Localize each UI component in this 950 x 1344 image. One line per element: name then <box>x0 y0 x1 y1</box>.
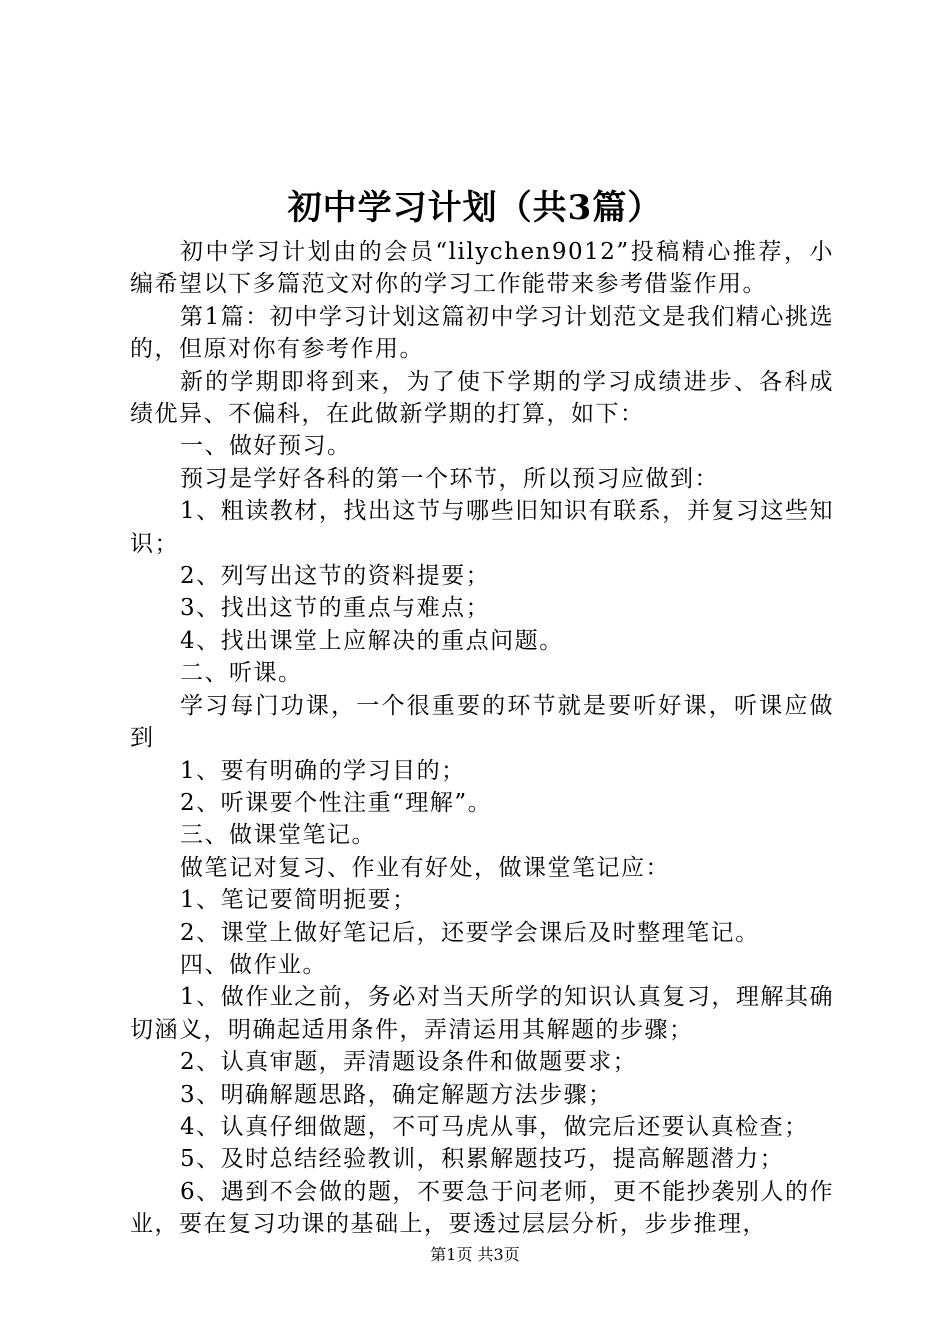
paragraph: 第1篇：初中学习计划这篇初中学习计划范文是我们精心挑选的，但原对你有参考作用。 <box>130 303 834 363</box>
section-heading: 二、听课。 <box>180 660 303 687</box>
list-item: 2、课堂上做好笔记后，还要学会课后及时整理笔记。 <box>180 919 760 946</box>
list-item: 3、找出这节的重点与难点； <box>180 595 491 622</box>
paragraph: 学习每门功课，一个很重要的环节就是要听好课，听课应做到 <box>130 692 834 752</box>
list-item: 4、认真仔细做题，不可马虎从事，做完后还要认真检查； <box>180 1113 809 1140</box>
document-title: 初中学习计划（共3篇） <box>287 188 663 228</box>
list-item: 1、做作业之前，务必对当天所学的知识认真复习，理解其确切涵义，明确起适用条件，弄清运用其解题的步骤； <box>130 984 834 1043</box>
document-body <box>130 236 834 1241</box>
list-item: 1、粗读教材，找出这节与哪些旧知识有联系，并复习这些知识； <box>130 498 834 557</box>
list-item: 5、及时总结经验教训，积累解题技巧，提高解题潜力； <box>180 1146 785 1173</box>
paragraph: 做笔记对复习、作业有好处，做课堂笔记应： <box>180 854 670 881</box>
list-item: 6、遇到不会做的题，不要急于问老师，更不能抄袭别人的作业，要在复习功课的基础上，要透过层层分析，步步推理， <box>130 1178 834 1238</box>
page-footer: 第1页 共3页 <box>430 1245 520 1264</box>
paragraph: 预习是学好各科的第一个环节，所以预习应做到： <box>180 465 719 492</box>
paragraph: 新的学期即将到来，为了使下学期的学习成绩进步、各科成绩优异、不偏科，在此做新学期的打算，如下： <box>130 368 834 428</box>
paragraph: 初中学习计划由的会员“lilychen9012”投稿精心推荐，小编希望以下多篇范文对你的学习工作能带来参考借鉴作用。 <box>130 239 834 298</box>
section-heading: 四、做作业。 <box>180 951 327 978</box>
list-item: 3、明确解题思路，确定解题方法步骤； <box>180 1081 613 1108</box>
list-item: 4、找出课堂上应解决的重点问题。 <box>180 627 564 654</box>
section-heading: 一、做好预习。 <box>180 433 352 460</box>
section-heading: 三、做课堂笔记。 <box>180 822 376 849</box>
list-item: 2、认真审题，弄清题设条件和做题要求； <box>180 1049 638 1076</box>
list-item: 2、听课要个性注重“理解”。 <box>180 789 493 816</box>
list-item: 2、列写出这节的资料提要； <box>180 563 491 590</box>
list-item: 1、笔记要简明扼要； <box>180 887 417 914</box>
list-item: 1、要有明确的学习目的； <box>180 757 466 784</box>
